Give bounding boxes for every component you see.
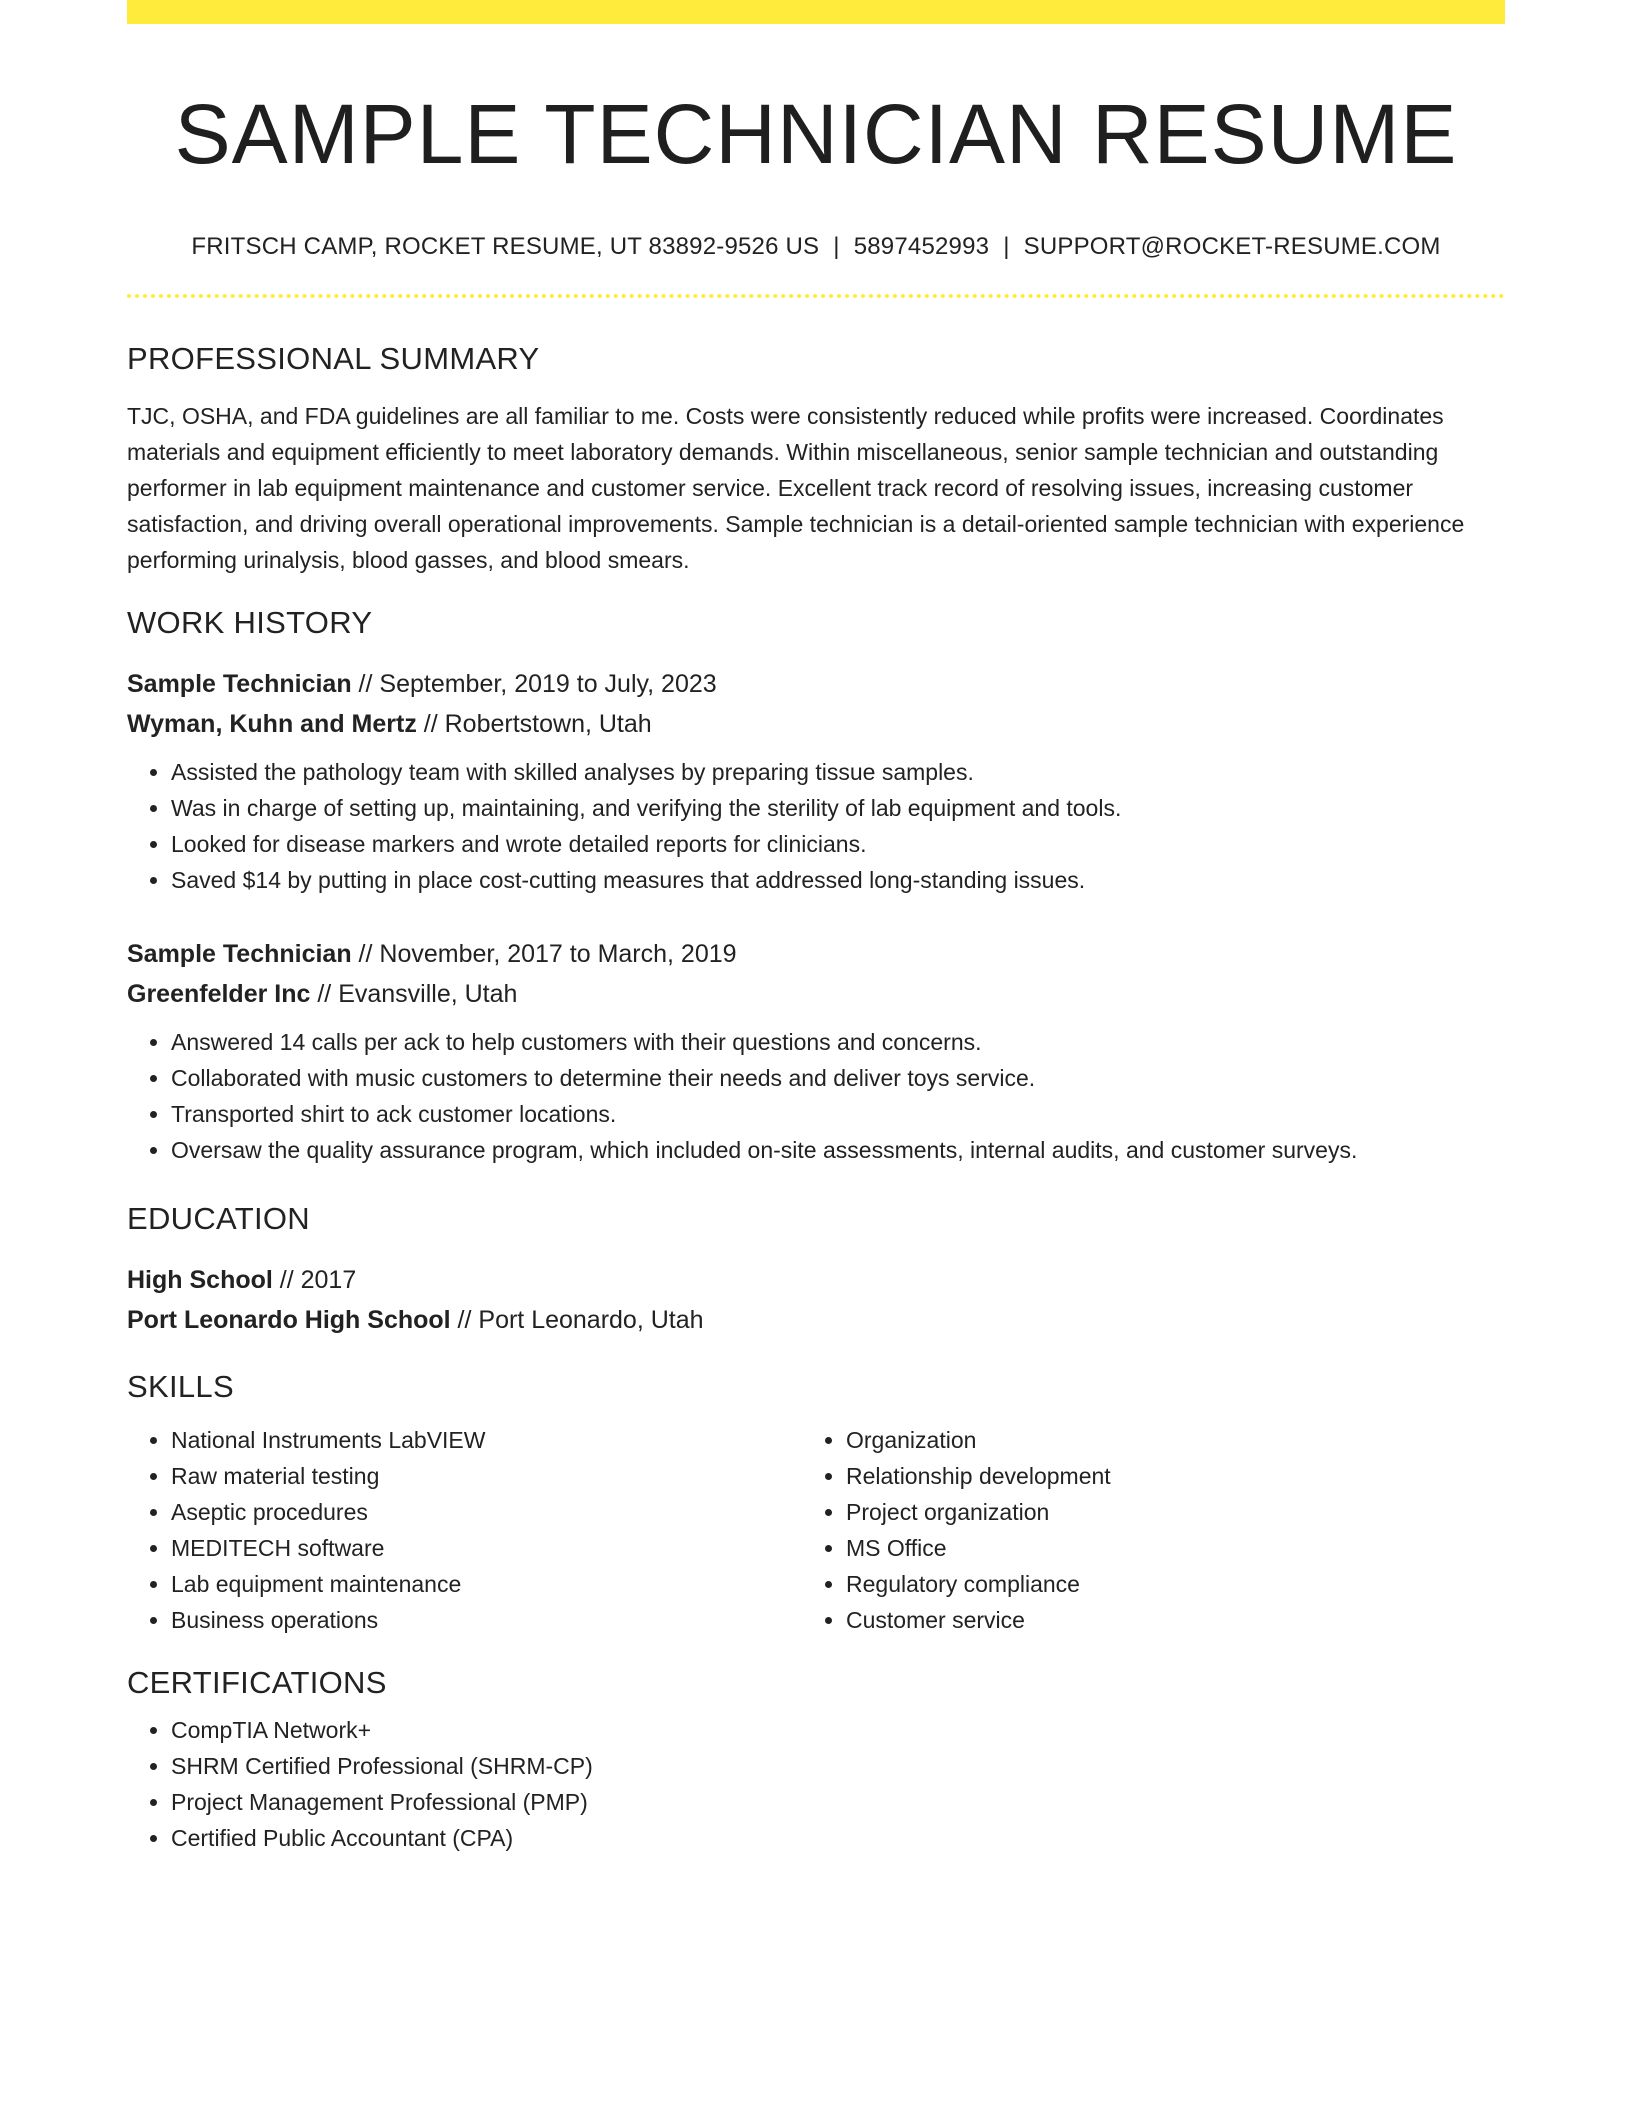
accent-top-bar [127,0,1505,24]
job-entry [127,664,1505,898]
dotted-divider [127,294,1505,298]
education-degree-line [127,1260,1505,1300]
job-role: Sample Technician [127,670,352,698]
contact-separator: | [833,233,840,260]
summary-text: TJC, OSHA, and FDA guidelines are all familiar to me. Costs were consistently reduced while profits were increased. Coordinates materials and equipment efficiently to meet laboratory demands. Within miscellaneous, senior sample technician and outstanding performer in lab equipment maintenance and customer service. Excellent track record of resolving issues, increasing customer satisfaction, and driving overall operational improvements. Sample technician is a detail-oriented sample technician with experience performing urinalysis, blood gasses, and blood smears. [127,403,1465,573]
contact-email: SUPPORT@ROCKET-RESUME.COM [1023,233,1441,260]
education-heading: EDUCATION [127,1201,310,1236]
skill-item: • Regulatory compliance [846,1566,1477,1602]
skill-item: • Raw material testing [171,1458,802,1494]
job-location: // Robertstown, Utah [416,710,652,738]
contact-address: FRITSCH CAMP, ROCKET RESUME, UT 83892-9526 US [191,233,820,260]
education-entry [127,1260,1505,1340]
job-company-line [127,704,1505,744]
job-bullet: • Was in charge of setting up, maintaining, and verifying the sterility of lab equipment and tools. [171,790,1505,826]
job-dates: // November, 2017 to March, 2019 [351,940,737,968]
job-bullet: • Saved $14 by putting in place cost-cutting measures that addressed long-standing issues. [171,862,1505,898]
job-dates: // September, 2019 to July, 2023 [351,670,717,698]
job-title-line [127,664,1505,704]
resume-page [127,0,1505,1856]
skill-item: • MEDITECH software [171,1530,802,1566]
work-history-list [127,664,1505,1168]
job-bullet: • Looked for disease markers and wrote detailed reports for clinicians. [171,826,1505,862]
certifications-list [127,1712,1505,1856]
job-title-line [127,934,1505,974]
job-entry [127,934,1505,1168]
skills-column-left [127,1422,802,1638]
skills-grid [127,1422,1505,1638]
education-location: // Port Leonardo, Utah [450,1306,704,1334]
resume-name: SAMPLE TECHNICIAN RESUME [174,87,1458,181]
skill-item: • Relationship development [846,1458,1477,1494]
job-bullet: • Oversaw the quality assurance program, which included on-site assessments, internal audits, and customer surveys. [171,1132,1505,1168]
work-history-heading: WORK HISTORY [127,605,373,640]
education-school: Port Leonardo High School [127,1306,451,1334]
contact-phone: 5897452993 [853,233,990,260]
skill-item: • MS Office [846,1530,1477,1566]
job-bullet: • Collaborated with music customers to determine their needs and deliver toys service. [171,1060,1505,1096]
skills-heading: SKILLS [127,1369,234,1404]
contact-separator: | [1003,233,1010,260]
job-bullet: • Answered 14 calls per ack to help customers with their questions and concerns. [171,1024,1505,1060]
certifications-heading: CERTIFICATIONS [127,1665,387,1700]
job-bullet: • Transported shirt to ack customer locations. [171,1096,1505,1132]
certification-item: • Certified Public Accountant (CPA) [171,1820,1505,1856]
summary-heading: PROFESSIONAL SUMMARY [127,341,540,376]
job-role: Sample Technician [127,940,352,968]
job-company-line [127,974,1505,1014]
skill-item: • Project organization [846,1494,1477,1530]
certification-item: • CompTIA Network+ [171,1712,1505,1748]
skill-item: • Lab equipment maintenance [171,1566,802,1602]
education-year: // 2017 [272,1266,357,1294]
certification-item: • Project Management Professional (PMP) [171,1784,1505,1820]
job-location: // Evansville, Utah [310,980,518,1008]
contact-line [127,232,1505,262]
education-degree: High School [127,1266,273,1294]
job-company: Greenfelder Inc [127,980,311,1008]
job-bullets [127,754,1505,898]
certification-item: • SHRM Certified Professional (SHRM-CP) [171,1748,1505,1784]
skill-item: • Aseptic procedures [171,1494,802,1530]
job-bullet: • Assisted the pathology team with skilled analyses by preparing tissue samples. [171,754,1505,790]
skill-item: • National Instruments LabVIEW [171,1422,802,1458]
education-school-line [127,1300,1505,1340]
skills-column-right [802,1422,1477,1638]
job-bullets [127,1024,1505,1168]
skill-item: • Organization [846,1422,1477,1458]
skill-item: • Business operations [171,1602,802,1638]
skill-item: • Customer service [846,1602,1477,1638]
job-company: Wyman, Kuhn and Mertz [127,710,417,738]
